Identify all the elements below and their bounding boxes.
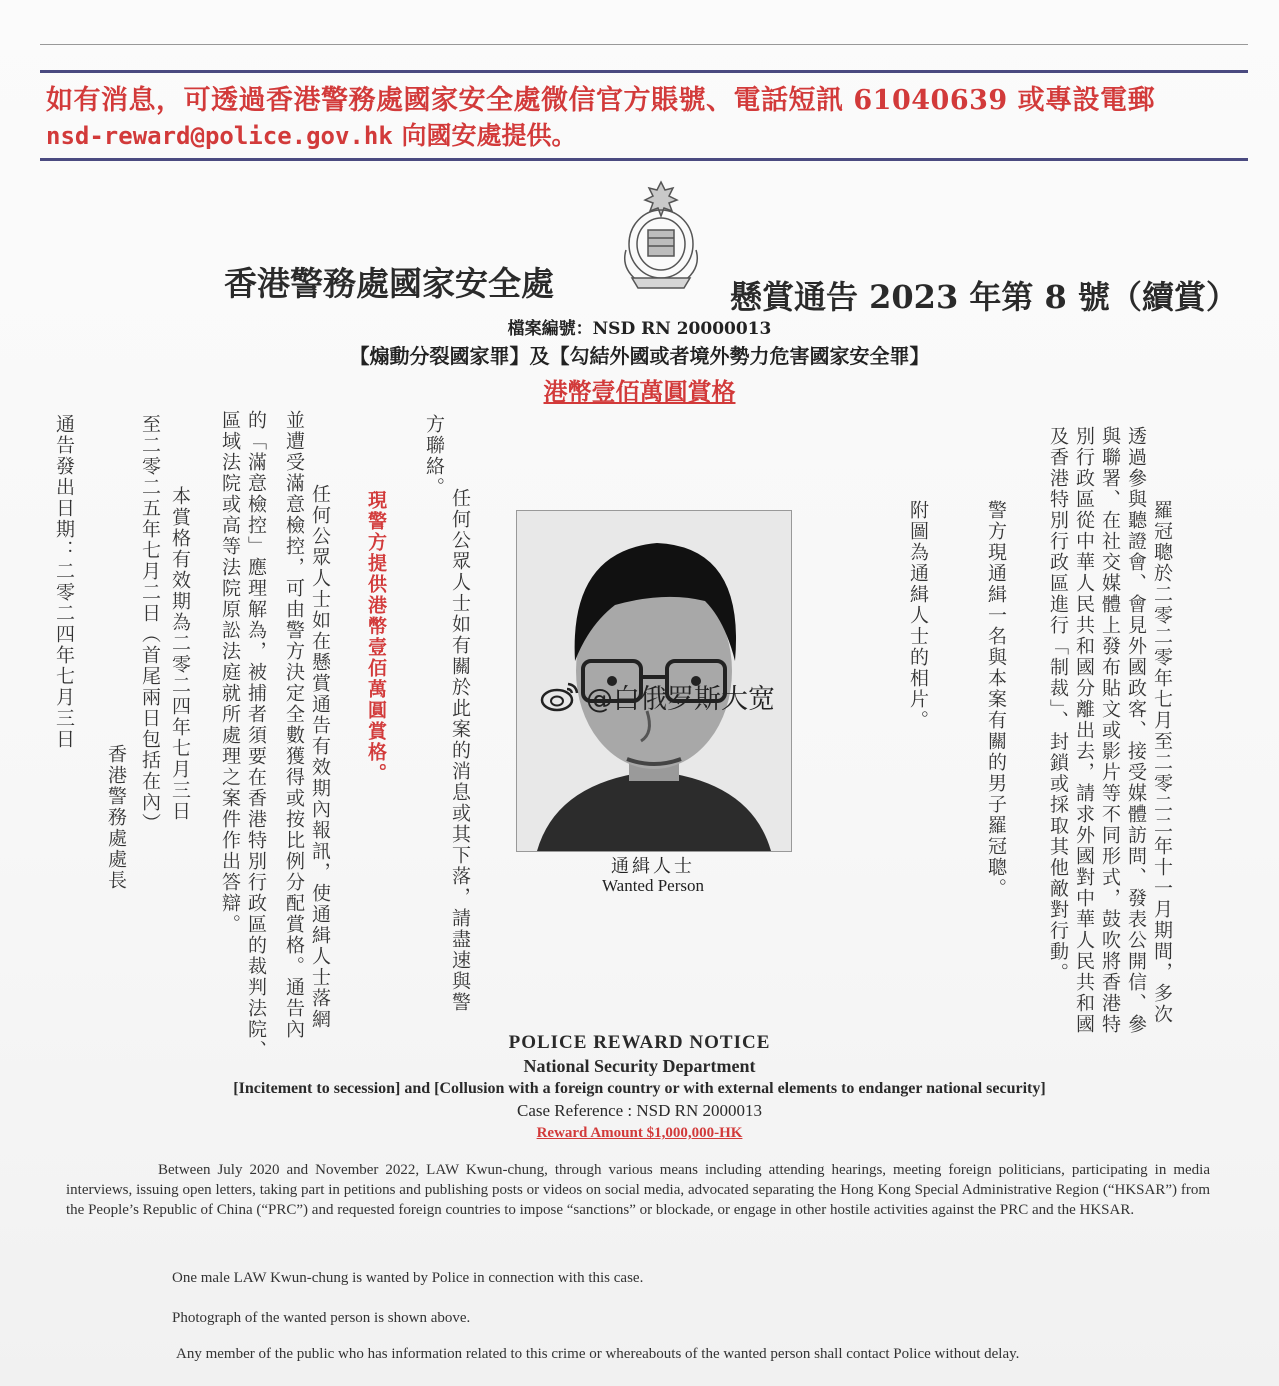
english-offences: [Incitement to secession] and [Collusion with a foreign country or with external elements to endanger national security]	[233, 1080, 1046, 1097]
english-case-reference: Case Reference : NSD RN 2000013	[516, 1101, 763, 1120]
vertical-text-c16: 至二零二五年七月二日（首尾兩日包括在內）	[139, 414, 161, 834]
english-photo-line: Photograph of the wanted person is shown above.	[172, 1310, 471, 1326]
vertical-text-c15: 本賞格有效期為二零二四年七月三日	[169, 486, 191, 822]
vertical-text-c6: 警方現通緝一名與本案有關的男子羅冠聰。	[985, 500, 1007, 899]
english-title: POLICE REWARD NOTICE	[508, 1032, 771, 1053]
offences-zh: 【煽動分裂國家罪】及【勾結外國或者境外勢力危害國家安全罪】	[349, 344, 930, 368]
vertical-text-c8: 任何公眾人士如有關於此案的消息或其下落，請盡速與警	[449, 488, 471, 1013]
vertical-text-c17: 香港警務處處長	[105, 744, 127, 891]
case-number-zh: 檔案編號：NSD RN 20000013	[507, 319, 772, 339]
police-emblem-icon	[608, 178, 714, 296]
english-reward-text: Reward Amount $1,000,000-HK	[536, 1125, 743, 1141]
photo-caption-en: Wanted Person	[601, 876, 705, 895]
vertical-text-c10: 現警方提供港幣壹佰萬圓賞格。	[365, 490, 387, 784]
banner-email-suffix: 向國安處提供。	[392, 121, 577, 150]
vertical-text-c1: 羅冠聰於二零二零年七月至二零二二年十一月期間，多次	[1151, 500, 1173, 1025]
english-reward-amount	[0, 1125, 1279, 1142]
banner-rule-upper	[40, 70, 1248, 73]
vertical-text-c11: 任何公眾人士如在懸賞通告有效期內報訊，使通緝人士落網	[309, 484, 331, 1030]
english-paragraph: Between July 2020 and November 2022, LAW Kwun-chung, through various means including attending hearings, meeting foreign politicians, participating in media interviews, issuing open letters, taking part in petitions and publishing posts or videos on social media, advocated separating the Hong Kong Special Administrative Region (“HKSAR”) from the People’s Republic of China (“PRC”) and requested foreign countries to impose “sanctions” or blockade, or engage in other hostile activities against the PRC and the HKSAR.	[66, 1162, 1210, 1218]
vertical-text-c4: 別行政區從中華人民共和國分離出去，請求外國對中華人民共和國	[1073, 426, 1095, 1035]
weibo-watermark	[540, 676, 775, 716]
banner-contact-line: 如有消息，可透過香港警務處國家安全處微信官方賬號、電話短訊 61040639 或專設電郵	[46, 85, 1156, 116]
banner-email-line	[46, 116, 577, 152]
banner-rule-top	[40, 44, 1248, 45]
vertical-text-c12: 並遭受滿意檢控，可由警方決定全數獲得或按比例分配賞格。通告內	[283, 410, 305, 1040]
english-contact-line: Any member of the public who has information related to this crime or whereabouts of the wanted person shall contact Police without delay.	[176, 1346, 1020, 1362]
vertical-text-c13: 的「滿意檢控」應理解為，被捕者須要在香港特別行政區的裁判法院、	[245, 410, 267, 1061]
banner-rule-lower	[40, 158, 1248, 161]
reward-amount-zh	[0, 372, 1279, 407]
vertical-text-c18: 通告發出日期：二零二四年七月三日	[53, 414, 75, 750]
department-title-zh: 香港警務處國家安全處	[224, 264, 554, 303]
english-department: National Security Department	[523, 1056, 756, 1076]
notice-title-zh: 懸賞通告 2023 年第 8 號（續賞）	[730, 278, 1238, 316]
watermark-handle: @白俄罗斯大宽	[586, 683, 775, 715]
vertical-text-c5: 及香港特別行政區進行「制裁」、封鎖或採取其他敵對行動。	[1047, 426, 1069, 984]
banner-email[interactable]: nsd-reward@police.gov.hk	[46, 122, 393, 150]
vertical-text-c14: 區域法院或高等法院原訟法庭就所處理之案件作出答辯。	[219, 410, 241, 935]
contact-banner	[40, 44, 1248, 164]
vertical-text-c3: 與聯署、在社交媒體上發布貼文或影片等不同形式，鼓吹將香港特	[1099, 426, 1121, 1035]
vertical-text-c7: 附圖為通緝人士的相片。	[907, 500, 929, 731]
reward-amount-zh-text: 港幣壹佰萬圓賞格	[543, 377, 736, 406]
photo-caption-zh: 通緝人士	[611, 856, 695, 877]
vertical-text-c2: 透過參與聽證會、會見外國政客、接受媒體訪問、發表公開信、參	[1125, 426, 1147, 1035]
english-wanted-line: One male LAW Kwun-chung is wanted by Police in connection with this case.	[172, 1270, 644, 1286]
vertical-text-c9: 方聯絡。	[423, 414, 445, 498]
weibo-logo-icon	[540, 680, 580, 712]
